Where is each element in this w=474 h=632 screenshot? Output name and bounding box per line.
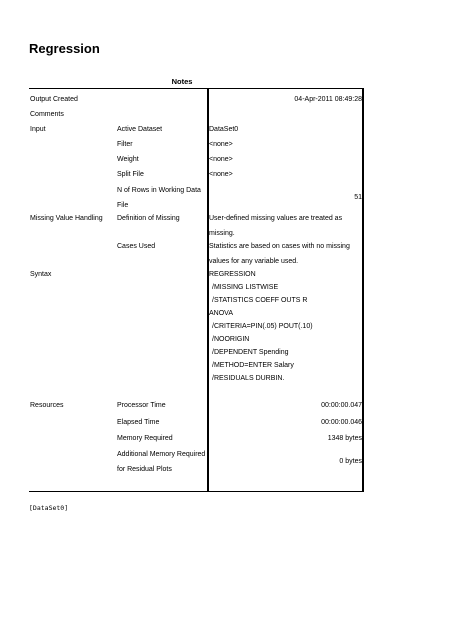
- active-dataset-label: Active Dataset: [117, 126, 163, 133]
- split-file-label: Split File: [117, 171, 144, 178]
- syntax-line: REGRESSION: [209, 271, 256, 278]
- syntax-line: /STATISTICS COEFF OUTS R: [212, 297, 308, 304]
- resources-label: Resources: [30, 402, 64, 409]
- syntax-line: /MISSING LISTWISE: [212, 284, 279, 291]
- notes-table: [29, 88, 364, 492]
- weight-value: <none>: [209, 156, 233, 163]
- page-title: Regression: [29, 41, 100, 56]
- processor-time-value: 00:00:00.047: [321, 402, 362, 409]
- syntax-line: /CRITERIA=PIN(.05) POUT(.10): [212, 323, 313, 330]
- active-dataset-value: DataSet0: [209, 126, 239, 133]
- output-created-value: 04-Apr-2011 08:49:28: [294, 96, 362, 103]
- syntax-label: Syntax: [30, 271, 52, 278]
- cases-used-label: Cases Used: [117, 243, 156, 250]
- syntax-line: /NOORIGIN: [212, 336, 250, 343]
- syntax-line: ANOVA: [209, 310, 233, 317]
- elapsed-time-label: Elapsed Time: [117, 419, 160, 426]
- n-rows-label: N of Rows in Working Data File: [117, 187, 201, 209]
- comments-label: Comments: [30, 111, 64, 118]
- input-label: Input: [30, 126, 46, 133]
- table-title: Notes: [171, 77, 193, 86]
- dataset-footer: [DataSet0]: [29, 504, 69, 512]
- definition-missing-value: User-defined missing values are treated as missing.: [209, 215, 343, 237]
- missing-value-label: Missing Value Handling: [30, 215, 103, 222]
- syntax-line: /RESIDUALS DURBIN.: [212, 375, 285, 382]
- output-created-label: Output Created: [30, 96, 78, 103]
- syntax-line: /METHOD=ENTER Salary: [212, 362, 294, 369]
- table-right-border: [362, 89, 364, 491]
- processor-time-label: Processor Time: [117, 402, 166, 409]
- elapsed-time-value: 00:00:00.046: [321, 419, 362, 426]
- filter-value: <none>: [209, 141, 233, 148]
- filter-label: Filter: [117, 141, 133, 148]
- memory-required-label: Memory Required: [117, 435, 173, 442]
- n-rows-value: 51: [354, 194, 362, 201]
- additional-memory-value: 0 bytes: [339, 458, 362, 465]
- syntax-line: /DEPENDENT Spending: [212, 349, 289, 356]
- weight-label: Weight: [117, 156, 139, 163]
- additional-memory-label: Additional Memory Required for Residual Plots: [117, 451, 206, 473]
- split-file-value: <none>: [209, 171, 233, 178]
- definition-missing-label: Definition of Missing: [117, 215, 180, 222]
- cases-used-value: Statistics are based on cases with no missing values for any variable used.: [209, 243, 350, 265]
- memory-required-value: 1348 bytes: [327, 435, 362, 442]
